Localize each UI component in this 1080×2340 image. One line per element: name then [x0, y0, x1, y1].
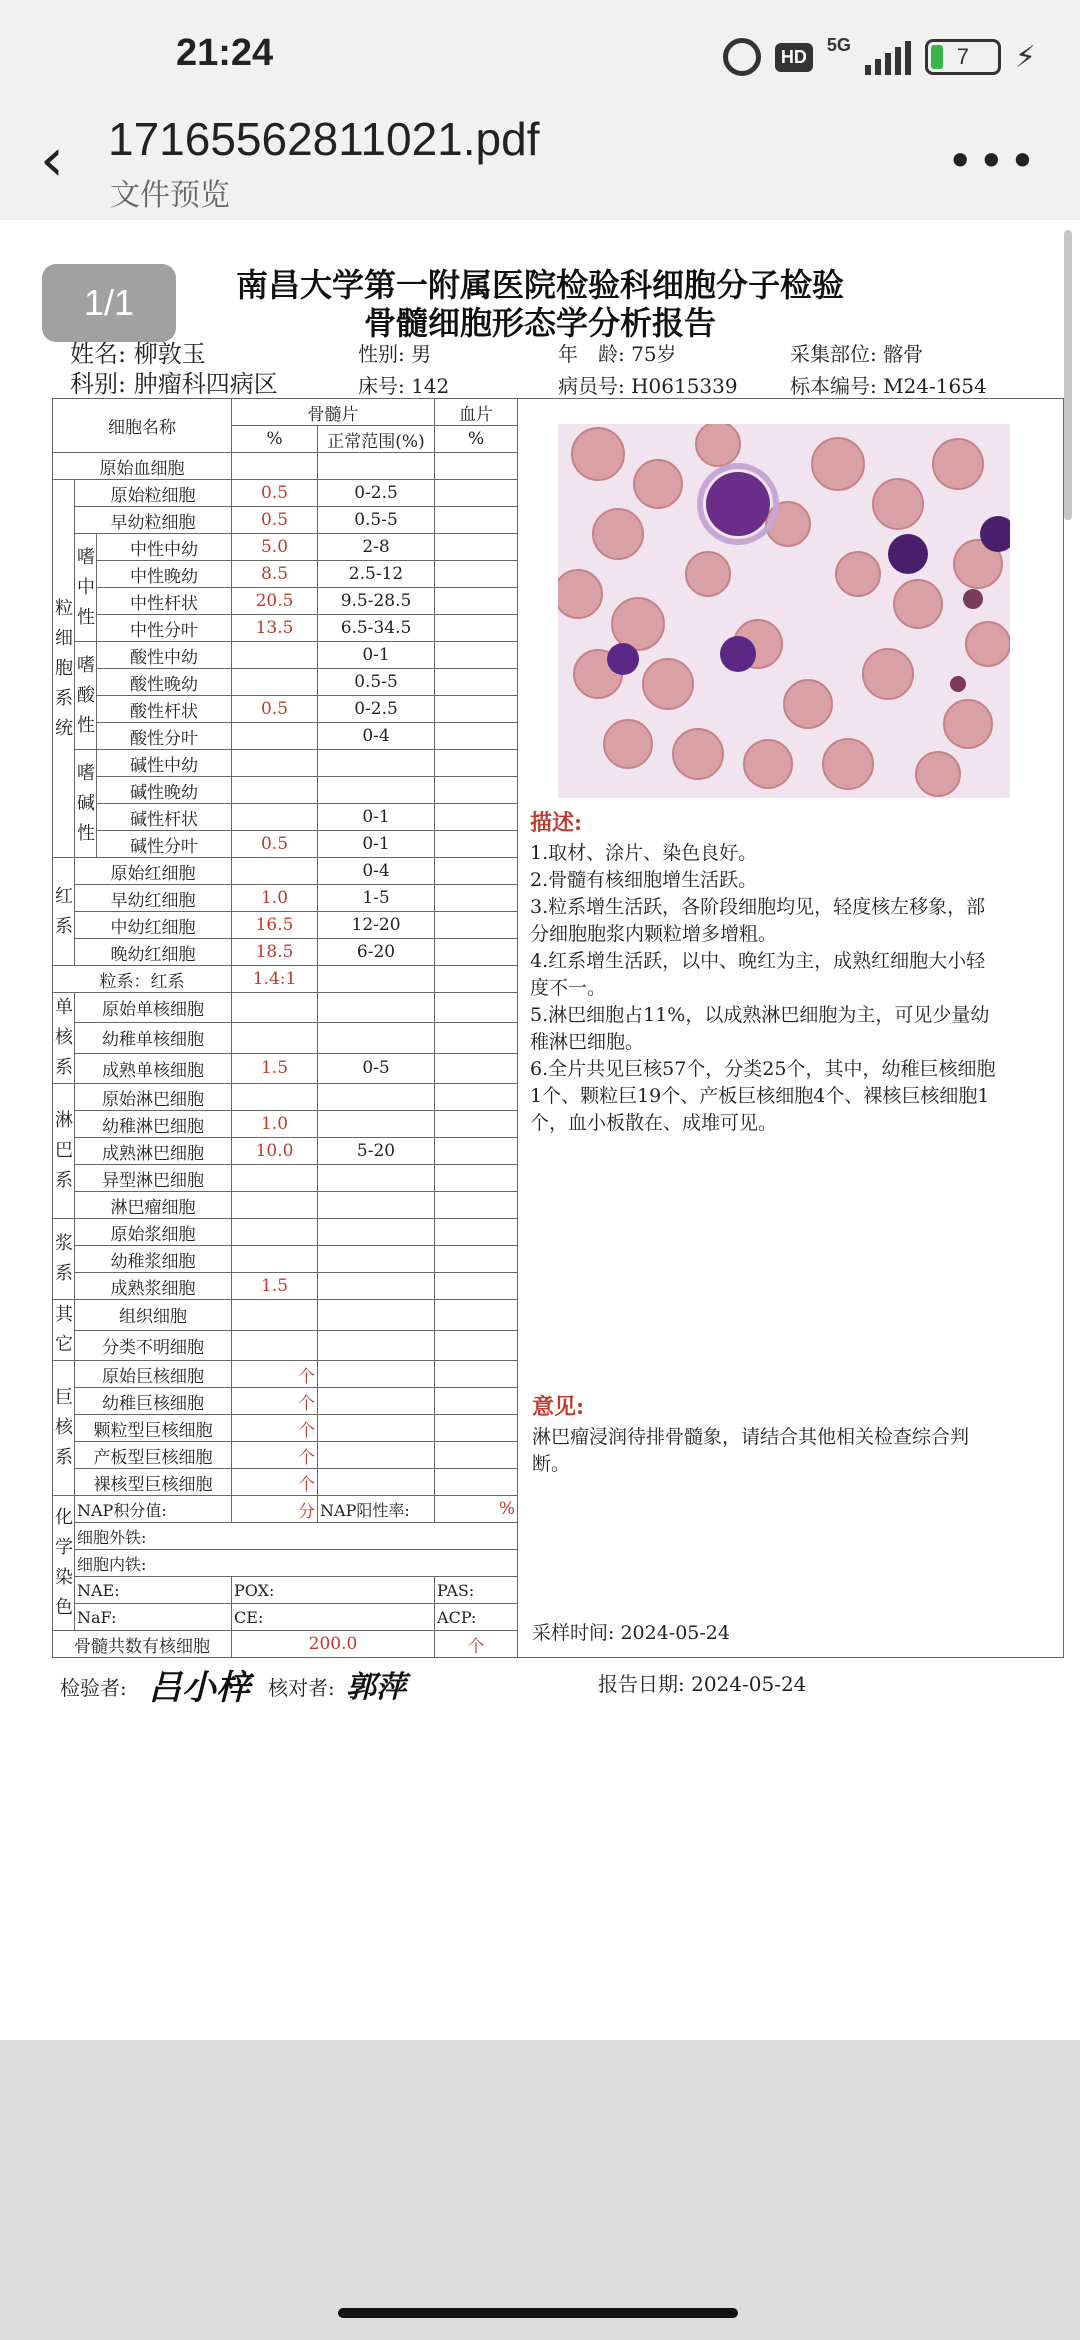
- table-row: 浆系 原始浆细胞: [53, 1219, 518, 1246]
- description-heading: 描述:: [530, 810, 583, 836]
- file-title: 17165562811021.pdf: [108, 113, 540, 165]
- table-row: 碱性分叶 0.5 0-1: [53, 831, 518, 858]
- app-bar: [0, 110, 1080, 220]
- table-row: 化学染色 NAP积分值: 分 NAP阳性率: %: [53, 1496, 518, 1523]
- micrograph-image: [558, 424, 1010, 798]
- table-row: 早幼粒细胞 0.5 0.5-5: [53, 507, 518, 534]
- table-row: 幼稚巨核细胞 个: [53, 1388, 518, 1415]
- description-text: [530, 840, 1000, 1137]
- table-row: 淋巴系 原始淋巴细胞: [53, 1084, 518, 1111]
- battery-level: 7: [956, 44, 970, 69]
- description-line: 4.红系增生活跃，以中、晚红为主，成熟红细胞大小轻度不一。: [530, 950, 986, 999]
- status-bar: [0, 0, 1080, 110]
- checker-label: 核对者:: [268, 1676, 335, 1700]
- sample-time: 采样时间: 2024-05-24: [532, 1622, 730, 1644]
- opinion-heading: 意见:: [532, 1394, 585, 1420]
- checker-signature: 郭萍: [346, 1670, 406, 1705]
- file-subtitle: 文件预览: [110, 178, 230, 213]
- report-subtitle: 骨髓细胞形态学分析报告: [363, 304, 716, 342]
- report-date: 报告日期: 2024-05-24: [598, 1672, 807, 1696]
- header-cell-name: 细胞名称: [53, 399, 232, 453]
- table-row: 碱性杆状 0-1: [53, 804, 518, 831]
- table-row: 嗜酸性 酸性中幼 0-1: [53, 642, 518, 669]
- table-row: 酸性分叶 0-4: [53, 723, 518, 750]
- table-row: 中性分叶 13.5 6.5-34.5: [53, 615, 518, 642]
- header-normal: 正常范围(%): [318, 426, 435, 453]
- category-neutrophil: 嗜中性: [75, 534, 97, 642]
- table-row: 裸核型巨核细胞 个: [53, 1469, 518, 1496]
- sample-number: 标本编号: M24-1654: [790, 374, 987, 398]
- table-row: 分类不明细胞: [53, 1330, 518, 1361]
- total-row: 骨髓共数有核细胞 200.0 个: [53, 1631, 518, 1658]
- table-row: 红系 原始红细胞 0-4: [53, 858, 518, 885]
- description-line: 1.取材、涂片、染色良好。: [530, 842, 758, 864]
- battery-icon: [925, 39, 1001, 75]
- table-row: 成熟浆细胞 1.5: [53, 1273, 518, 1300]
- category-lymph: 淋巴系: [53, 1084, 75, 1219]
- table-row: 幼稚浆细胞: [53, 1246, 518, 1273]
- table-row: NaF: CE: ACP:: [53, 1604, 518, 1631]
- header-pct: %: [232, 426, 318, 453]
- more-options-icon[interactable]: •••: [946, 134, 1040, 188]
- page-indicator: 1/1: [42, 264, 176, 342]
- table-row: 淋巴瘤细胞: [53, 1192, 518, 1219]
- category-eosinophil: 嗜酸性: [75, 642, 97, 750]
- alarm-icon: [723, 38, 761, 76]
- table-row: 幼稚单核细胞: [53, 1023, 518, 1053]
- description-line: 6.全片共见巨核57个，分类25个，其中，幼稚巨核细胞1个、颗粒巨19个、产板巨核细胞4个、裸核巨核细胞1个，血小板散在、成堆可见。: [530, 1058, 996, 1134]
- table-row: 中性晚幼 8.5 2.5-12: [53, 561, 518, 588]
- table-row: 碱性晚幼: [53, 777, 518, 804]
- category-plasma: 浆系: [53, 1219, 75, 1300]
- table-row: 单核系 原始单核细胞: [53, 993, 518, 1023]
- report-title: 南昌大学第一附属医院检验科细胞分子检验: [235, 266, 844, 304]
- header-blood-pct: %: [435, 426, 518, 453]
- table-row: 幼稚淋巴细胞 1.0: [53, 1111, 518, 1138]
- collection-site: 采集部位: 髂骨: [790, 342, 924, 366]
- table-row: 粒细胞系统 原始粒细胞 0.5 0-2.5: [53, 480, 518, 507]
- table-row: 异型淋巴细胞: [53, 1165, 518, 1192]
- description-line: 5.淋巴细胞占11%，以成熟淋巴细胞为主，可见少量幼稚淋巴细胞。: [530, 1004, 990, 1053]
- table-row: 早幼红细胞 1.0 1-5: [53, 885, 518, 912]
- patient-age: 年 龄: 75岁: [558, 342, 677, 366]
- category-erythroid: 红系: [53, 858, 75, 966]
- cell-count-table: [52, 398, 517, 1658]
- table-row: 细胞外铁:: [53, 1523, 518, 1550]
- description-line: 3.粒系增生活跃，各阶段细胞均见，轻度核左移象，部分细胞胞浆内颗粒增多增粗。: [530, 896, 986, 945]
- table-row: NAE: POX: PAS:: [53, 1577, 518, 1604]
- opinion-text: 淋巴瘤浸润待排骨髓象，请结合其他相关检查综合判断。: [532, 1426, 970, 1475]
- description-line: 2.骨髓有核细胞增生活跃。: [530, 869, 758, 891]
- home-indicator[interactable]: [338, 2308, 738, 2318]
- network-label: 5G: [826, 34, 851, 55]
- category-monocyte: 单核系: [53, 993, 75, 1084]
- header-marrow: 骨髓片: [232, 399, 435, 426]
- table-row: 细胞内铁:: [53, 1550, 518, 1577]
- department: 科别: 肿瘤科四病区: [70, 370, 278, 398]
- table-row: 成熟淋巴细胞 10.0 5-20: [53, 1138, 518, 1165]
- patient-name: 姓名: 柳敦玉: [70, 340, 206, 368]
- status-time: 21:24: [176, 32, 274, 74]
- category-granulocyte: 粒细胞系统: [53, 480, 75, 858]
- case-number: 病员号: H0615339: [558, 374, 738, 398]
- table-row: 产板型巨核细胞 个: [53, 1442, 518, 1469]
- bed-number: 床号: 142: [358, 374, 450, 398]
- table-row: 颗粒型巨核细胞 个: [53, 1415, 518, 1442]
- table-row: 中幼红细胞 16.5 12-20: [53, 912, 518, 939]
- bone-marrow-micrograph: [558, 424, 1010, 798]
- inspector-label: 检验者:: [60, 1676, 127, 1700]
- table-row: 中性杆状 20.5 9.5-28.5: [53, 588, 518, 615]
- table-row: 粒系：红系 1.4:1: [53, 966, 518, 993]
- signal-icon: [865, 39, 911, 75]
- category-basophil: 嗜碱性: [75, 750, 97, 858]
- hd-icon: HD: [775, 43, 813, 72]
- header-blood: 血片: [435, 399, 518, 426]
- patient-sex: 性别: 男: [358, 342, 432, 366]
- back-icon[interactable]: ‹: [40, 125, 64, 195]
- table-row: 巨核系 原始巨核细胞 个: [53, 1361, 518, 1388]
- table-row: 晚幼红细胞 18.5 6-20: [53, 939, 518, 966]
- table-row: 原始血细胞: [53, 453, 518, 480]
- table-row: 酸性杆状 0.5 0-2.5: [53, 696, 518, 723]
- category-other: 其它: [53, 1300, 75, 1361]
- charging-icon: ⚡: [1014, 39, 1036, 75]
- table-row: 其它 组织细胞: [53, 1300, 518, 1331]
- table-row: 嗜碱性 碱性中幼: [53, 750, 518, 777]
- table-row: 嗜中性 中性中幼 5.0 2-8: [53, 534, 518, 561]
- bottom-bar: [0, 2040, 1080, 2340]
- table-row: 成熟单核细胞 1.5 0-5: [53, 1053, 518, 1083]
- inspector-signature: 吕小梓: [148, 1668, 250, 1708]
- category-mega: 巨核系: [53, 1361, 75, 1496]
- status-icons: [723, 34, 1036, 76]
- table-row: 酸性晚幼 0.5-5: [53, 669, 518, 696]
- category-chem: 化学染色: [53, 1496, 75, 1631]
